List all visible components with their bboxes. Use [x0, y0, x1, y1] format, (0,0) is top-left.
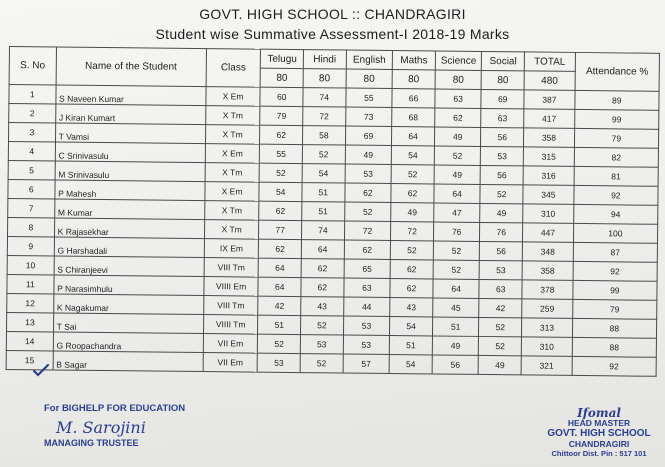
- mark-cell: 74: [303, 88, 346, 107]
- total-cell: 378: [522, 280, 573, 300]
- mark-cell: 53: [480, 260, 523, 279]
- mark-cell: 53: [258, 353, 301, 372]
- mark-cell: 56: [480, 241, 523, 260]
- mark-cell: 64: [258, 277, 301, 296]
- total-cell: 358: [524, 128, 575, 148]
- mark-cell: 72: [344, 221, 391, 240]
- name-cell: T Sai: [53, 313, 203, 334]
- attendance-cell: 92: [573, 261, 657, 281]
- sno-cell: 15: [6, 350, 53, 369]
- class-cell: IX Em: [204, 239, 259, 259]
- attendance-cell: 99: [574, 109, 658, 129]
- mark-cell: 51: [302, 183, 345, 202]
- mark-cell: 63: [435, 89, 482, 108]
- mark-cell: 74: [302, 221, 345, 240]
- student-rows: [6, 85, 659, 377]
- name-cell: K Nagakumar: [53, 294, 203, 315]
- mark-cell: 57: [343, 354, 390, 373]
- mark-cell: 62: [390, 260, 433, 279]
- name-cell: J Kiran Kumart: [55, 104, 205, 125]
- mark-cell: 53: [300, 335, 343, 354]
- mark-cell: 52: [301, 316, 344, 335]
- mark-cell: 52: [258, 334, 301, 353]
- attendance-cell: 81: [574, 166, 658, 186]
- mark-cell: 42: [479, 298, 522, 317]
- mark-cell: 53: [343, 316, 390, 335]
- class-cell: X Em: [205, 144, 260, 164]
- stamp-district: Chittoor Dist. Pin : 517 101: [551, 449, 647, 458]
- sno-cell: 2: [9, 104, 56, 123]
- mark-cell: 52: [260, 163, 303, 182]
- col-total: TOTAL: [524, 52, 575, 72]
- name-cell: M Kumar: [54, 199, 204, 220]
- mark-cell: 51: [302, 202, 345, 221]
- mark-cell: 51: [258, 315, 301, 334]
- mark-cell: 52: [434, 146, 481, 165]
- class-cell: X Tm: [205, 125, 260, 145]
- check-mark-icon: [32, 363, 50, 377]
- total-cell: 310: [523, 204, 574, 224]
- max-mark-cell: 80: [303, 69, 346, 88]
- mark-cell: 76: [433, 222, 480, 241]
- stamp-school: GOVT. HIGH SCHOOL: [547, 428, 651, 439]
- mark-cell: 62: [260, 125, 303, 144]
- mark-cell: 47: [434, 203, 481, 222]
- head-master-signature: Ifomal: [577, 406, 621, 420]
- col-attendance: Attendance %: [575, 52, 660, 91]
- name-cell: K Rajasekhar: [54, 218, 204, 239]
- attendance-cell: 79: [574, 128, 658, 148]
- class-cell: VIII Tm: [203, 296, 258, 316]
- name-cell: P Mahesh: [55, 180, 205, 201]
- attendance-cell: 94: [573, 204, 657, 224]
- total-cell: 447: [523, 223, 574, 243]
- max-mark-cell: 80: [261, 68, 304, 87]
- attendance-cell: 99: [573, 280, 657, 300]
- mark-cell: 52: [433, 260, 480, 279]
- mark-cell: 54: [390, 317, 433, 336]
- col-social: Social: [482, 51, 525, 70]
- mark-cell: 73: [345, 107, 392, 126]
- mark-cell: 49: [391, 203, 434, 222]
- class-cell: X Tm: [205, 163, 260, 183]
- mark-cell: 58: [303, 126, 346, 145]
- sno-cell: 13: [7, 312, 54, 331]
- total-cell: 310: [521, 337, 572, 357]
- total-cell: 348: [522, 242, 573, 262]
- mark-cell: 44: [343, 297, 390, 316]
- mark-cell: 49: [479, 355, 522, 374]
- name-cell: B Sagar: [53, 351, 203, 372]
- mark-cell: 49: [480, 203, 523, 222]
- total-cell: 316: [523, 166, 574, 186]
- mark-cell: 49: [434, 127, 481, 146]
- col-name: Name of the Student: [56, 47, 206, 87]
- trustee-signature-block: [44, 403, 185, 448]
- mark-cell: 52: [344, 202, 391, 221]
- attendance-cell: 89: [575, 90, 659, 110]
- mark-cell: 68: [392, 108, 435, 127]
- mark-cell: 76: [480, 222, 523, 241]
- mark-cell: 56: [432, 355, 479, 374]
- sno-cell: 6: [8, 179, 55, 198]
- mark-cell: 54: [389, 355, 432, 374]
- mark-cell: 52: [300, 354, 343, 373]
- total-cell: 417: [524, 109, 575, 129]
- sno-cell: 8: [8, 217, 55, 236]
- class-cell: VII Em: [203, 353, 258, 373]
- mark-cell: 62: [259, 239, 302, 258]
- mark-cell: 60: [260, 87, 303, 106]
- sno-cell: 5: [8, 160, 55, 179]
- col-sno: S. No: [9, 47, 56, 85]
- mark-cell: 62: [391, 184, 434, 203]
- org-name: For BIGHELP FOR EDUCATION: [44, 403, 186, 414]
- mark-cell: 52: [433, 241, 480, 260]
- max-mark-cell: 80: [435, 70, 482, 89]
- mark-cell: 56: [481, 127, 524, 146]
- mark-cell: 52: [480, 184, 523, 203]
- mark-cell: 56: [481, 165, 524, 184]
- total-cell: 387: [524, 90, 575, 110]
- sno-cell: 12: [7, 293, 54, 312]
- col-telugu: Telugu: [261, 49, 304, 68]
- class-cell: VIII Tm: [204, 258, 259, 278]
- attendance-cell: 88: [572, 318, 656, 338]
- class-cell: X Tm: [205, 106, 260, 126]
- total-cell: 315: [523, 147, 574, 167]
- attendance-cell: 79: [572, 299, 656, 319]
- mark-cell: 66: [392, 89, 435, 108]
- mark-cell: 51: [432, 317, 479, 336]
- sno-cell: 3: [8, 123, 55, 142]
- mark-cell: 62: [435, 108, 482, 127]
- name-cell: C Srinivasulu: [55, 142, 205, 163]
- name-cell: S Naveen Kumar: [56, 85, 206, 106]
- mark-cell: 72: [391, 222, 434, 241]
- trustee-signature: M. Sarojini: [56, 418, 146, 437]
- attendance-cell: 92: [574, 185, 658, 205]
- mark-cell: 62: [301, 278, 344, 297]
- max-mark-cell: 480: [524, 71, 575, 91]
- mark-cell: 64: [433, 279, 480, 298]
- mark-cell: 49: [434, 165, 481, 184]
- attendance-cell: 88: [572, 337, 656, 357]
- max-mark-cell: 80: [482, 70, 525, 89]
- total-cell: 321: [521, 356, 572, 376]
- total-cell: 259: [522, 299, 573, 319]
- class-cell: X Tm: [204, 201, 259, 221]
- name-cell: P Narasimhulu: [54, 275, 204, 296]
- mark-cell: 64: [434, 184, 481, 203]
- mark-cell: 69: [481, 89, 524, 108]
- attendance-cell: 100: [573, 223, 657, 243]
- mark-cell: 62: [344, 183, 391, 202]
- sno-cell: 9: [7, 236, 54, 255]
- col-class: Class: [206, 49, 261, 88]
- mark-cell: 52: [479, 317, 522, 336]
- sno-cell: 4: [8, 142, 55, 161]
- col-hindi: Hindi: [303, 50, 346, 69]
- mark-cell: 64: [259, 258, 302, 277]
- class-cell: VII Em: [203, 334, 258, 354]
- class-cell: VIIII Tm: [203, 315, 258, 335]
- marks-table: [6, 46, 660, 377]
- mark-cell: 49: [432, 336, 479, 355]
- mark-cell: 62: [390, 279, 433, 298]
- mark-cell: 42: [258, 296, 301, 315]
- stamp-title: HEAD MASTER: [567, 418, 631, 428]
- class-cell: VIIII Em: [204, 277, 259, 297]
- mark-cell: 64: [301, 240, 344, 259]
- mark-cell: 52: [391, 165, 434, 184]
- mark-cell: 55: [345, 88, 392, 107]
- mark-cell: 53: [345, 164, 392, 183]
- school-title: GOVT. HIGH SCHOOL :: CHANDRAGIRI: [199, 6, 466, 22]
- sno-cell: 7: [8, 198, 55, 217]
- class-cell: X Tm: [204, 220, 259, 240]
- mark-cell: 49: [345, 145, 392, 164]
- mark-cell: 52: [479, 336, 522, 355]
- sno-cell: 11: [7, 274, 54, 293]
- mark-cell: 54: [259, 182, 302, 201]
- col-maths: Maths: [393, 51, 436, 70]
- col-science: Science: [435, 51, 482, 70]
- attendance-cell: 82: [574, 147, 658, 167]
- sno-cell: 10: [7, 255, 54, 274]
- mark-cell: 45: [433, 298, 480, 317]
- sno-cell: 14: [6, 331, 53, 350]
- mark-cell: 62: [259, 201, 302, 220]
- sheet-subtitle: Student wise Summative Assessment-I 2018-19 Marks: [155, 26, 510, 42]
- mark-cell: 64: [392, 127, 435, 146]
- mark-cell: 52: [302, 145, 345, 164]
- class-cell: X Em: [206, 87, 261, 107]
- mark-cell: 63: [479, 279, 522, 298]
- max-mark-cell: 80: [392, 70, 435, 89]
- stamp-place: CHANDRAGIRI: [568, 439, 630, 449]
- head-master-stamp: [540, 406, 658, 458]
- class-cell: X Em: [205, 182, 260, 202]
- attendance-cell: 87: [573, 242, 657, 262]
- mark-cell: 51: [390, 336, 433, 355]
- name-cell: G Harshadali: [54, 237, 204, 258]
- col-english: English: [346, 50, 393, 69]
- mark-cell: 77: [259, 220, 302, 239]
- sno-cell: 1: [9, 85, 56, 104]
- mark-cell: 72: [303, 107, 346, 126]
- mark-cell: 63: [343, 278, 390, 297]
- name-cell: T Vamsi: [55, 123, 205, 144]
- mark-cell: 53: [481, 146, 524, 165]
- max-mark-cell: 80: [346, 69, 393, 88]
- mark-cell: 43: [301, 297, 344, 316]
- mark-cell: 53: [343, 335, 390, 354]
- mark-cell: 54: [302, 164, 345, 183]
- mark-cell: 52: [391, 241, 434, 260]
- total-cell: 345: [523, 185, 574, 205]
- mark-cell: 63: [481, 108, 524, 127]
- mark-cell: 55: [260, 144, 303, 163]
- mark-cell: 43: [390, 298, 433, 317]
- total-cell: 313: [522, 318, 573, 338]
- attendance-cell: 92: [572, 356, 656, 376]
- total-cell: 358: [522, 261, 573, 281]
- name-cell: S Chiranjeevi: [54, 256, 204, 277]
- mark-cell: 54: [392, 146, 435, 165]
- mark-cell: 62: [301, 259, 344, 278]
- trustee-role: MANAGING TRUSTEE: [44, 438, 139, 448]
- mark-cell: 65: [344, 259, 391, 278]
- name-cell: M Srinivasulu: [55, 161, 205, 182]
- mark-cell: 62: [344, 240, 391, 259]
- mark-cell: 79: [260, 106, 303, 125]
- name-cell: G Roopachandra: [53, 332, 203, 353]
- mark-cell: 69: [345, 126, 392, 145]
